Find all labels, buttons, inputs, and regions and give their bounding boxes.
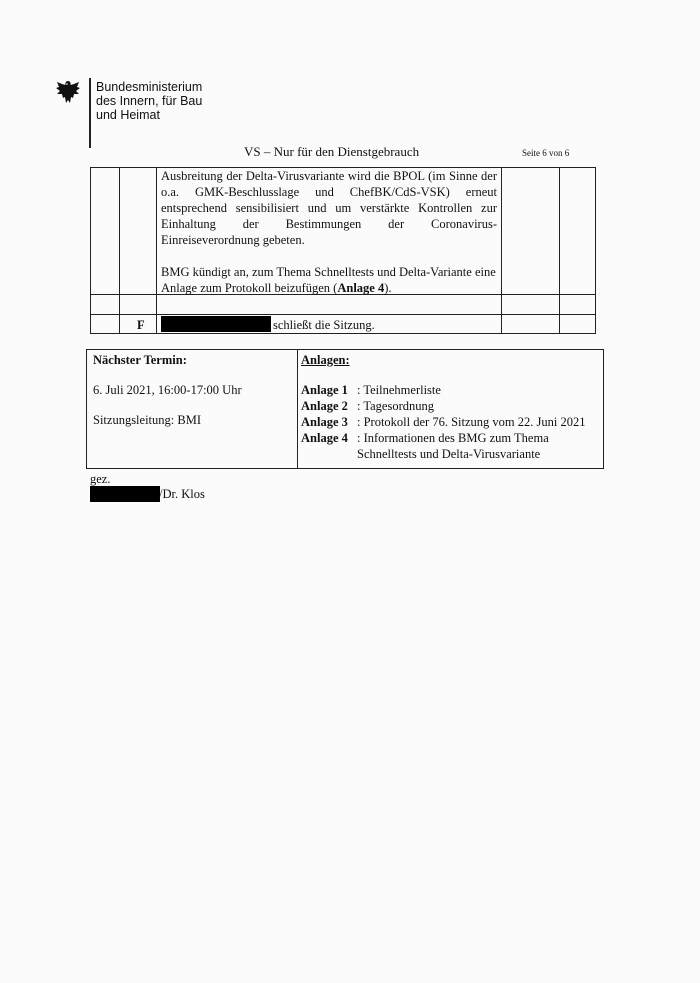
attachment-item <box>301 414 585 430</box>
attachment-item <box>301 430 585 446</box>
minutes-paragraph-1: Ausbreitung der Delta-Virusvariante wird die BPOL (im Sinne der o.a. GMK-Beschlusslage und ChefBK/CdS-VSK) erneut entsprechend sensibilisiert und um verstärkte Kontrollen zur Einhaltung der Bestimmungen der Coronavirus-Einreiseverordnung gebeten. <box>161 169 497 247</box>
minutes-paragraph-2 <box>161 264 497 296</box>
attachment-item <box>301 398 585 414</box>
page-number: Seite 6 von 6 <box>522 148 570 158</box>
attachment-text: : Teilnehmerliste <box>357 383 441 397</box>
attachment-item-continued <box>301 446 585 462</box>
table-column-line <box>119 168 120 333</box>
attachment-label: Anlage 3 <box>301 415 348 429</box>
table-column-line <box>297 350 298 468</box>
ministry-line-3: und Heimat <box>96 108 160 122</box>
table-column-line <box>559 168 560 333</box>
attachments-heading: Anlagen: <box>301 353 350 367</box>
row-f-label: F <box>137 318 145 332</box>
next-meeting-column <box>93 352 242 428</box>
federal-eagle-logo <box>54 78 82 113</box>
minutes-body-text <box>161 168 497 296</box>
signature-redaction-bar <box>90 486 160 502</box>
next-meeting-heading: Nächster Termin: <box>93 353 187 367</box>
attachment-text: Schnelltests und Delta-Virusvariante <box>357 447 541 461</box>
ministry-line-2: des Innern, für Bau <box>96 94 203 108</box>
attachment-label: Anlage 2 <box>301 399 348 413</box>
paragraph-2-bold: Anlage 4 <box>337 281 385 295</box>
attachment-text: : Tagesordnung <box>357 399 435 413</box>
minutes-table <box>90 167 596 334</box>
attachments-list <box>301 382 585 462</box>
meeting-info-table <box>86 349 604 469</box>
table-row-line <box>91 314 595 315</box>
attachments-column <box>301 352 585 462</box>
attachment-text: : Protokoll der 76. Sitzung vom 22. Juni 2021 <box>357 415 586 429</box>
redaction-bar <box>161 316 271 332</box>
attachment-text: : Informationen des BMG zum Thema <box>357 431 549 445</box>
signature-name: /Dr. Klos <box>159 487 205 501</box>
paragraph-2-end: ). <box>384 281 392 295</box>
table-column-line <box>156 168 157 333</box>
attachment-label: Anlage 4 <box>301 431 348 445</box>
ministry-name <box>96 80 202 122</box>
next-meeting-date: 6. Juli 2021, 16:00-17:00 Uhr <box>93 383 242 397</box>
signature-gez: gez. <box>90 472 111 486</box>
closing-statement: schließt die Sitzung. <box>273 318 375 332</box>
ministry-line-1: Bundesministerium <box>96 80 203 94</box>
table-column-line <box>501 168 502 333</box>
classification-label: VS – Nur für den Dienstgebrauch <box>244 144 420 159</box>
attachment-item <box>301 382 585 398</box>
meeting-chair: Sitzungsleitung: BMI <box>93 413 201 427</box>
paragraph-2-text: BMG kündigt an, zum Thema Schnelltests und Delta-Variante eine Anlage zum Protokoll beizufügen ( <box>161 265 496 295</box>
attachment-label: Anlage 1 <box>301 383 348 397</box>
header-divider-line <box>89 78 91 148</box>
